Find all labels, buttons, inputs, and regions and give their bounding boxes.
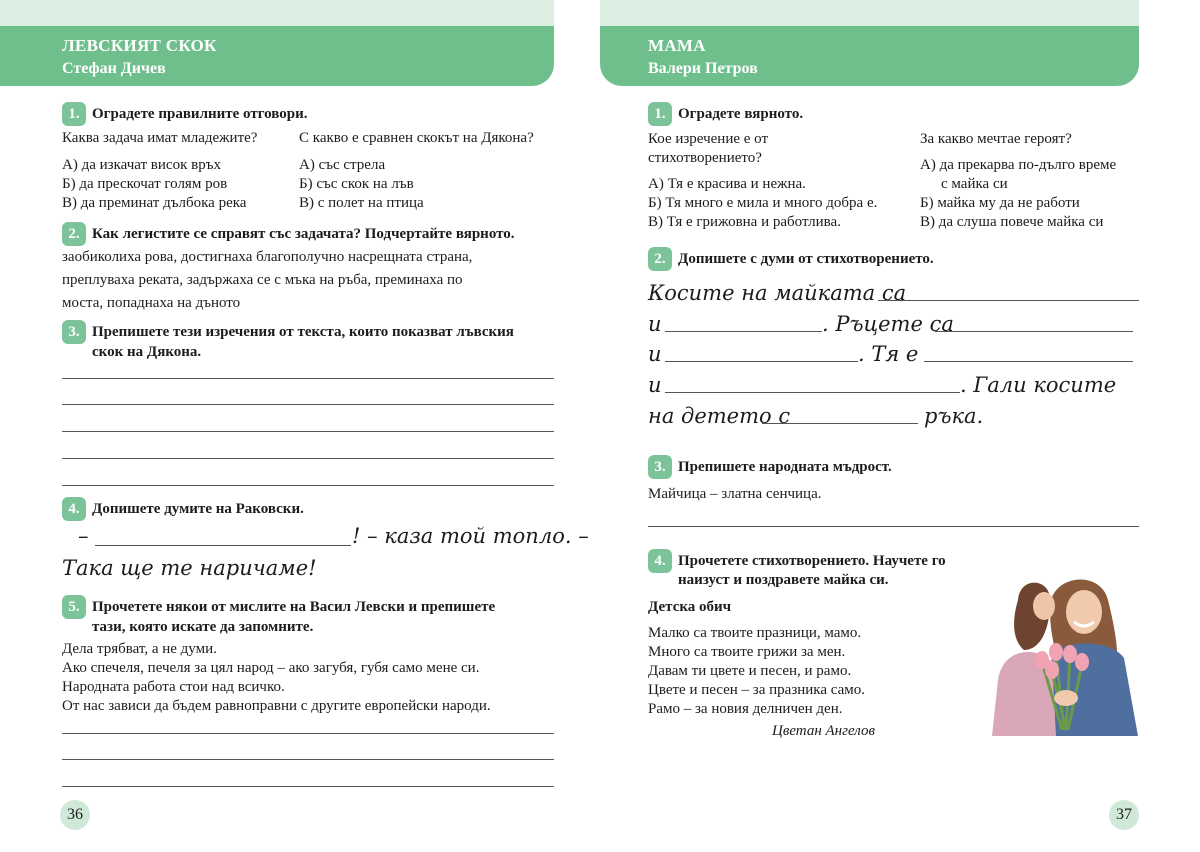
poem-line: Давам ти цвете и песен, и рамо. bbox=[648, 663, 852, 679]
handwritten-text: Косите на майката са bbox=[648, 281, 907, 305]
answer-option[interactable]: В) да слуша повече майка си bbox=[920, 214, 1104, 230]
task-instruction: Допишете думите на Раковски. bbox=[92, 501, 304, 517]
handwritten-text: . Ръцете са bbox=[822, 312, 954, 336]
story-author: Стефан Дичев bbox=[62, 60, 166, 77]
fill-in-blank[interactable] bbox=[878, 300, 1139, 301]
writing-line[interactable] bbox=[62, 485, 554, 486]
poem-line: Цвете и песен – за празника само. bbox=[648, 682, 866, 698]
quote-text: Ако спечеля, печеля за цял народ – ако загубя, губя само мене си. bbox=[62, 660, 480, 676]
page-number: 36 bbox=[60, 800, 90, 830]
page-number: 37 bbox=[1109, 800, 1139, 830]
task-number-badge: 4. bbox=[648, 549, 672, 573]
answer-option[interactable]: Б) със скок на лъв bbox=[299, 176, 414, 192]
poem-line: Рамо – за новия делничен ден. bbox=[648, 701, 843, 717]
fill-in-blank[interactable] bbox=[924, 361, 1133, 362]
handwritten-text: . Гали косите bbox=[960, 373, 1117, 397]
fill-in-blank[interactable] bbox=[95, 545, 351, 546]
question-text: Каква задача имат младежите? bbox=[62, 130, 258, 146]
question-text: С какво е сравнен скокът на Дякона? bbox=[299, 130, 534, 146]
mother-daughter-photo bbox=[990, 570, 1138, 736]
task-number-badge: 3. bbox=[648, 455, 672, 479]
answer-text-line[interactable]: заобиколиха рова, достигнаха благополучно насрещната страна, bbox=[62, 249, 473, 265]
writing-line[interactable] bbox=[62, 458, 554, 459]
writing-line[interactable] bbox=[648, 526, 1139, 527]
handwritten-text: ! – каза той топло. – bbox=[352, 524, 589, 548]
question-text: За какво мечтае героят? bbox=[920, 131, 1072, 147]
handwritten-text: и bbox=[648, 373, 662, 397]
task-instruction: Оградете правилните отговори. bbox=[92, 106, 308, 122]
quote-text: Дела трябват, а не думи. bbox=[62, 641, 217, 657]
task-number-badge: 2. bbox=[648, 247, 672, 271]
folk-saying: Майчица – златна сенчица. bbox=[648, 486, 822, 502]
writing-line[interactable] bbox=[62, 733, 554, 734]
answer-option[interactable]: А) със стрела bbox=[299, 157, 386, 173]
task-instruction: Прочетете стихотворението. Научете го bbox=[678, 553, 946, 569]
task-instruction: Препишете народната мъдрост. bbox=[678, 459, 892, 475]
answer-option[interactable]: В) да преминат дълбока река bbox=[62, 195, 247, 211]
fill-in-blank[interactable] bbox=[665, 392, 960, 393]
handwritten-text: и bbox=[648, 342, 662, 366]
task-instruction: Оградете вярното. bbox=[678, 106, 804, 122]
answer-text-line[interactable]: преплуваха реката, задържаха се с мъка на ръба, преминаха по bbox=[62, 272, 463, 288]
answer-option[interactable]: А) да прекарва по-дълго време bbox=[920, 157, 1117, 173]
handwritten-text: Така ще те наричаме! bbox=[62, 556, 317, 580]
poem-line: Малко са твоите празници, мамо. bbox=[648, 625, 862, 641]
fill-in-blank[interactable] bbox=[762, 423, 918, 424]
task-instruction: Допишете с думи от стихотворението. bbox=[678, 251, 934, 267]
fill-in-blank[interactable] bbox=[665, 331, 822, 332]
task-instruction: тази, която искате да запомните. bbox=[92, 619, 314, 635]
right-top-strip bbox=[600, 0, 1139, 26]
task-number-badge: 3. bbox=[62, 320, 86, 344]
task-number-badge: 5. bbox=[62, 595, 86, 619]
task-instruction: Прочетете някои от мислите на Васил Левски и препишете bbox=[92, 599, 496, 615]
answer-option[interactable]: В) с полет на птица bbox=[299, 195, 424, 211]
handwritten-text: и bbox=[648, 312, 662, 336]
answer-option-cont[interactable]: с майка си bbox=[941, 176, 1008, 192]
writing-line[interactable] bbox=[62, 786, 554, 787]
handwritten-text: ръка. bbox=[924, 404, 984, 428]
poem-title: Детска обич bbox=[648, 599, 732, 615]
task-instruction: скок на Дякона. bbox=[92, 344, 202, 360]
question-text: Кое изречение е от bbox=[648, 131, 769, 147]
fill-in-blank[interactable] bbox=[935, 331, 1133, 332]
quote-text: От нас зависи да бъдем равноправни с другите европейски народи. bbox=[62, 698, 491, 714]
writing-line[interactable] bbox=[62, 378, 554, 379]
writing-line[interactable] bbox=[62, 431, 554, 432]
left-top-strip bbox=[0, 0, 554, 26]
handwritten-text: на детето с bbox=[648, 404, 791, 428]
answer-text-line[interactable]: моста, попаднаха на дъното bbox=[62, 295, 241, 311]
task-instruction: Как легистите се справят със задачата? Подчертайте вярното. bbox=[92, 226, 515, 242]
poem-author-banner: Валери Петров bbox=[648, 60, 758, 77]
task-instruction: Препишете тези изречения от текста, които показват лъвския bbox=[92, 324, 514, 340]
task-number-badge: 2. bbox=[62, 222, 86, 246]
writing-line[interactable] bbox=[62, 404, 554, 405]
answer-option[interactable]: А) да изкачат висок връх bbox=[62, 157, 221, 173]
answer-option[interactable]: В) Тя е грижовна и работлива. bbox=[648, 214, 841, 230]
handwritten-text: . Тя е bbox=[858, 342, 919, 366]
answer-option[interactable]: Б) майка му да не работи bbox=[920, 195, 1080, 211]
writing-line[interactable] bbox=[62, 759, 554, 760]
answer-option[interactable]: Б) Тя много е мила и много добра е. bbox=[648, 195, 878, 211]
quote-text: Народната работа стои над всичко. bbox=[62, 679, 285, 695]
task-number-badge: 1. bbox=[62, 102, 86, 126]
left-title-banner bbox=[0, 26, 554, 86]
poem-author: Цветан Ангелов bbox=[772, 723, 875, 739]
question-text: стихотворението? bbox=[648, 150, 762, 166]
poem-line: Много са твоите грижи за мен. bbox=[648, 644, 846, 660]
task-instruction: наизуст и поздравете майка си. bbox=[678, 572, 889, 588]
right-title-banner bbox=[600, 26, 1139, 86]
story-title: ЛЕВСКИЯТ СКОК bbox=[62, 36, 217, 55]
fill-in-blank[interactable] bbox=[665, 361, 858, 362]
handwritten-dash: – bbox=[78, 524, 89, 548]
task-number-badge: 4. bbox=[62, 497, 86, 521]
answer-option[interactable]: Б) да прескочат голям ров bbox=[62, 176, 228, 192]
task-number-badge: 1. bbox=[648, 102, 672, 126]
answer-option[interactable]: А) Тя е красива и нежна. bbox=[648, 176, 806, 192]
poem-title-banner: МАМА bbox=[648, 36, 706, 55]
